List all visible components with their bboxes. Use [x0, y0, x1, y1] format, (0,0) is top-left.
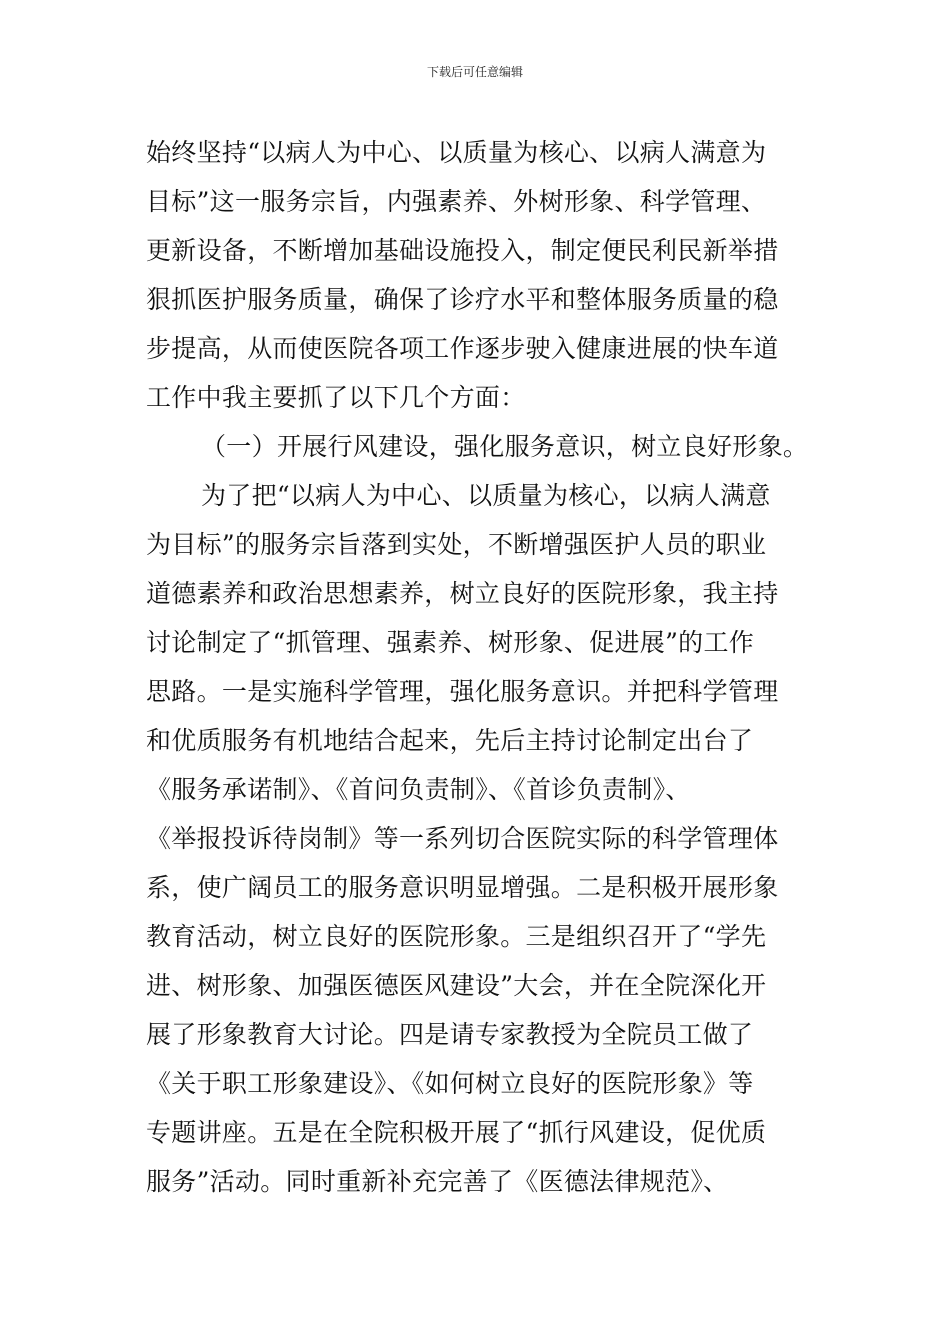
text-line: 进、树形象、加强医德医风建设”大会，并在全院深化开: [146, 971, 767, 1000]
text-line: 道德素养和政治思想素养，树立良好的医院形象，我主持: [146, 579, 779, 608]
document-body: [146, 128, 826, 1206]
paragraph-first-line: 为了把“以病人为中心、以质量为核心，以病人满意: [201, 481, 771, 510]
text-line: 服务”活动。同时重新补充完善了《医德法律规范》、: [146, 1167, 729, 1196]
text-line: 始终坚持“以病人为中心、以质量为核心、以病人满意为: [146, 138, 767, 167]
text-line: 更新设备，不断增加基础设施投入，制定便民利民新举措: [146, 236, 779, 265]
page-header: 下载后可任意编辑: [426, 65, 523, 79]
text-line: 专题讲座。五是在全院积极开展了“抓行风建设，促优质: [146, 1118, 767, 1147]
text-line: 狠抓医护服务质量，确保了诊疗水平和整体服务质量的稳: [146, 285, 779, 314]
text-line: 展了形象教育大讨论。四是请专家教授为全院员工做了: [146, 1020, 754, 1049]
section-heading: （一）开展行风建设，强化服务意识，树立良好形象。: [201, 432, 809, 461]
text-line: 讨论制定了“抓管理、强素养、树形象、促进展”的工作: [146, 628, 755, 657]
text-line: 教育活动，树立良好的医院形象。三是组织召开了“学先: [146, 922, 767, 951]
text-line: 《服务承诺制》、《首问负责制》、《首诊负责制》、: [146, 775, 691, 804]
text-line: 系，使广阔员工的服务意识明显增强。二是积极开展形象: [146, 873, 779, 902]
text-line: 为目标”的服务宗旨落到实处，不断增强医护人员的职业: [146, 530, 767, 559]
text-line: 目标”这一服务宗旨，内强素养、外树形象、科学管理、: [146, 187, 767, 216]
text-line: 《举报投诉待岗制》等一系列切合医院实际的科学管理体: [146, 824, 779, 853]
text-line: 思路。一是实施科学管理，强化服务意识。并把科学管理: [146, 677, 779, 706]
text-line: 工作中我主要抓了以下几个方面：: [146, 383, 526, 412]
text-line: 和优质服务有机地结合起来，先后主持讨论制定出台了: [146, 726, 754, 755]
text-line: 步提高，从而使医院各项工作逐步驶入健康进展的快车道: [146, 334, 779, 363]
text-line: 《关于职工形象建设》、《如何树立良好的医院形象》等: [146, 1069, 754, 1098]
